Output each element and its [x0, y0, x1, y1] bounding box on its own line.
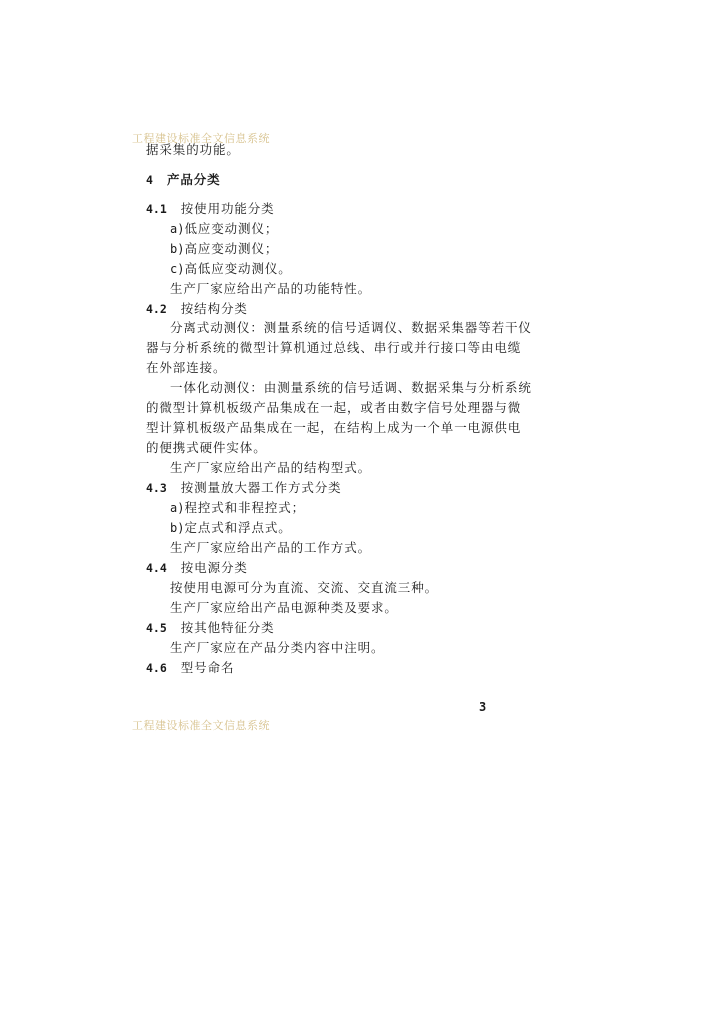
section-4-6-heading — [146, 658, 234, 678]
paragraph-line: 在外部连接。 — [146, 360, 227, 375]
section-title: 产品分类 — [166, 172, 221, 187]
section-number: 4.2 — [146, 302, 167, 316]
paragraph: 生产厂家应给出产品电源种类及要求。 — [170, 600, 398, 615]
paragraph-line: 的便携式硬件实体。 — [146, 440, 267, 455]
paragraph: 生产厂家应给出产品的功能特性。 — [170, 281, 372, 296]
paragraph-line: 的微型计算机板级产品集成在一起，或者由数字信号处理器与微 — [146, 400, 522, 415]
list-item: a)低应变动测仪； — [170, 221, 279, 236]
continued-line: 据采集的功能。 — [146, 142, 240, 157]
section-title: 按电源分类 — [180, 560, 248, 575]
paragraph: 生产厂家应在产品分类内容中注明。 — [170, 640, 385, 655]
section-4-5-heading — [146, 618, 275, 638]
section-title: 按使用功能分类 — [180, 201, 275, 216]
watermark-bottom: 工程建设标准全文信息系统 — [132, 719, 270, 732]
list-item: a)程控式和非程控式； — [170, 500, 306, 515]
paragraph-line: 一体化动测仪：由测量系统的信号适调、数据采集与分析系统 — [170, 380, 532, 395]
section-4-4-heading — [146, 558, 248, 578]
section-title: 型号命名 — [180, 660, 235, 675]
section-4-3-heading — [146, 478, 342, 498]
paragraph: 生产厂家应给出产品的结构型式。 — [170, 460, 372, 475]
list-item: b)高应变动测仪； — [170, 241, 279, 256]
section-title: 按其他特征分类 — [180, 620, 275, 635]
list-item: b)定点式和浮点式。 — [170, 520, 292, 535]
list-item: c)高低应变动测仪。 — [170, 261, 292, 276]
section-number: 4 — [146, 173, 153, 187]
section-title: 按测量放大器工作方式分类 — [180, 480, 342, 495]
section-4-1-heading — [146, 199, 275, 219]
page-number: 3 — [479, 700, 487, 714]
paragraph-line: 分离式动测仪：测量系统的信号适调仪、数据采集器等若干仪 — [170, 320, 532, 335]
watermark-top: 工程建设标准全文信息系统 — [132, 132, 270, 145]
section-4-2-heading — [146, 299, 248, 319]
paragraph-line: 型计算机板级产品集成在一起，在结构上成为一个单一电源供电 — [146, 420, 522, 435]
section-number: 4.5 — [146, 621, 167, 635]
paragraph-line: 器与分析系统的微型计算机通过总线、串行或并行接口等由电缆 — [146, 340, 522, 355]
section-title: 按结构分类 — [180, 301, 248, 316]
section-number: 4.1 — [146, 202, 167, 216]
section-4-heading — [146, 170, 221, 190]
paragraph: 按使用电源可分为直流、交流、交直流三种。 — [170, 580, 439, 595]
section-number: 4.3 — [146, 481, 167, 495]
paragraph: 生产厂家应给出产品的工作方式。 — [170, 540, 372, 555]
section-number: 4.6 — [146, 661, 167, 675]
section-number: 4.4 — [146, 561, 167, 575]
